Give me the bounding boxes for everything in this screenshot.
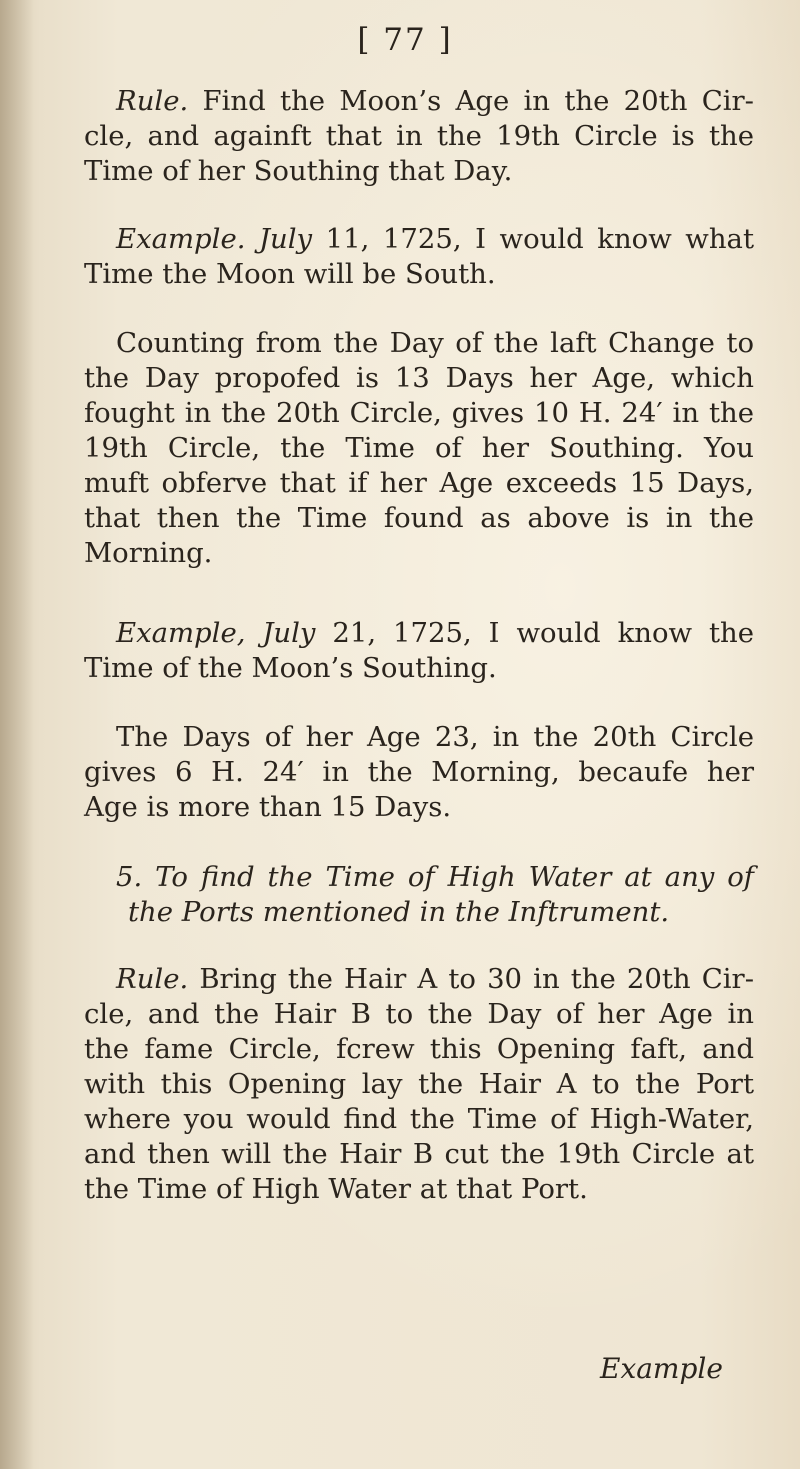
text-line: with this Opening lay the Hair A to the Port	[84, 1068, 754, 1100]
text-line: Time of her Southing that Day.	[84, 155, 513, 187]
text-line: the Time of High Water at that Port.	[84, 1173, 588, 1205]
text-line: the fame Circle, fcrew this Opening faft, and	[84, 1033, 754, 1065]
page-number: [ 77 ]	[357, 22, 453, 58]
rule-paragraph-2	[84, 962, 754, 1207]
page-edge-shadow	[0, 0, 34, 1469]
section-heading-5	[84, 860, 754, 930]
text-line: Rule. Bring the Hair A to 30 in the 20th Cir-	[116, 963, 754, 995]
text-line: cle, and the Hair B to the Day of her Age in	[84, 998, 754, 1030]
text-line: Example. July 11, 1725, I would know what	[116, 223, 755, 255]
example-paragraph-1	[84, 222, 754, 292]
text-line: Rule. Find the Moon’s Age in the 20th Cir-	[116, 85, 754, 117]
catchword: Example	[600, 1352, 723, 1385]
text-line: 5. To find the Time of High Water at any of	[116, 861, 754, 893]
text-line: Morning.	[84, 537, 213, 569]
text-line: gives 6 H. 24′ in the Morning, becaufe her	[84, 756, 754, 788]
text-line: Time the Moon will be South.	[84, 258, 496, 290]
counting-paragraph	[84, 326, 754, 571]
text-line: fought in the 20th Circle, gives 10 H. 24′ in the	[84, 397, 754, 429]
text-line: muft obferve that if her Age exceeds 15 Days,	[84, 467, 754, 499]
text-line: the Day propofed is 13 Days her Age, which	[84, 362, 754, 394]
text-line: and then will the Hair B cut the 19th Circle at	[84, 1138, 754, 1170]
text-line: Age is more than 15 Days.	[84, 791, 452, 823]
text-line: where you would find the Time of High-Water,	[84, 1103, 754, 1135]
text-line: the Ports mentioned in the Inftrument.	[128, 896, 670, 928]
rule-paragraph-1	[84, 84, 754, 189]
example-paragraph-2	[84, 616, 754, 686]
text-line: that then the Time found as above is in the	[84, 502, 754, 534]
text-line: Counting from the Day of the laft Change to	[116, 327, 754, 359]
text-line: Example, July 21, 1725, I would know the	[116, 617, 754, 649]
text-line: cle, and againft that in the 19th Circle is the	[84, 120, 754, 152]
text-line: Time of the Moon’s Southing.	[84, 652, 497, 684]
text-line: The Days of her Age 23, in the 20th Circle	[116, 721, 754, 753]
days-paragraph	[84, 720, 754, 825]
text-line: 19th Circle, the Time of her Southing. You	[84, 432, 754, 464]
